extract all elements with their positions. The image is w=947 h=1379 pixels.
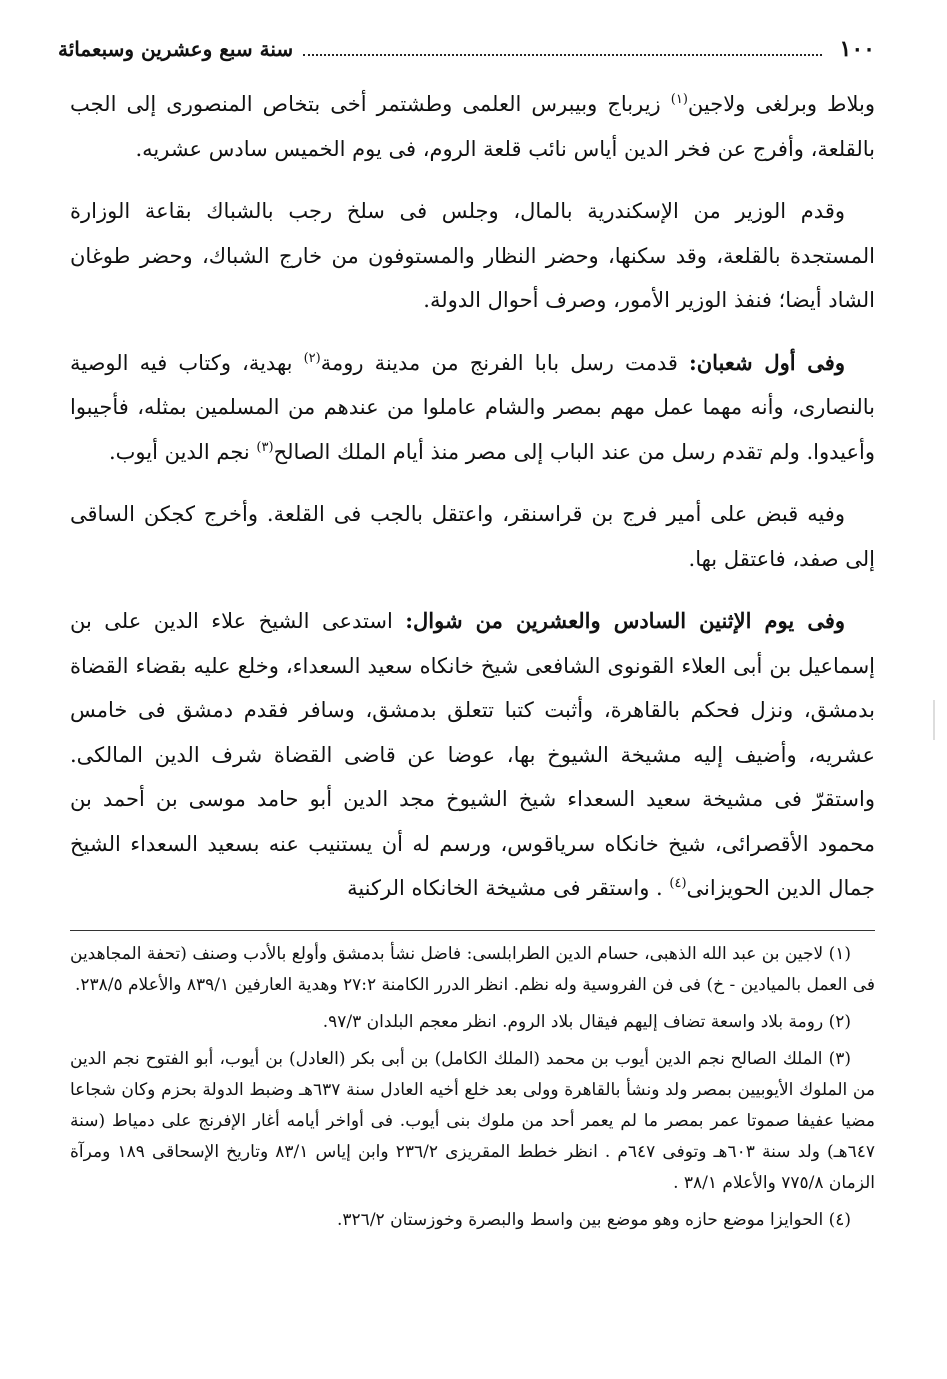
paragraph-text: وبلاط وبرلغى ولاجين [687, 92, 875, 116]
footnote: (١) لاجين بن عبد الله الذهبى، حسام الدين الطرابلسى: فاضل نشأ بدمشق وأولع بالأدب وصنف (تحفة المجاهدين فى العمل بالميادين - خ) فى فن الفروسية وله نظم. انظر الدرر الكامنة ٢٧:٢ وهدية العارفين ٨٣٩/١ والأعلام ٢٣٨/٥. [70, 944, 875, 995]
paragraph-text: وفيه قبض على أمير فرج بن قراسنقر، واعتقل بالجب فى القلعة. وأخرج كجكن الساقى إلى صفد، فاعتقل بها. [70, 502, 875, 571]
paragraph [70, 599, 875, 911]
paragraph [70, 189, 875, 323]
header-leader-dots [303, 42, 821, 56]
footnote: (٣) الملك الصالح نجم الدين أيوب بن محمد (الملك الكامل) بن أبى بكر (العادل) بن أيوب، أبو الفتوح نجم الدين من الملوك الأيوبيين بمصر ولد ونشأ بالقاهرة وولى بعد خلع أخيه العادل سنة ٦٣٧هـ وضبط الدولة بحزم وكان شجاعا مضيا عفيفا صموتا عمر بمصر ما لم يعمر أحد من ملوك بنى أيوب. فى أواخر أيامه أغار الإفرنج على دمياط (سنة ٦٤٧هـ) ولد سنة ٦٠٣هـ وتوفى ٦٤٧م . انظر خطط المقريزى ٢٣٦/٢ وابن إياس ٨٣/١ وتاريخ الإسحاقى ١٨٩ ومرآة الزمان ٧٧٥/٨ والأعلام ٣٨/١ . [70, 1049, 875, 1193]
footnote-ref: (١) [670, 92, 688, 107]
paragraph-lead: وفى يوم الإثنين السادس والعشرين من شوال: [405, 608, 846, 633]
margin-mark [933, 700, 935, 740]
paragraph-text: بهدية، وكتاب فيه الوصية بالنصارى، وأنه مهما عمل مهم بمصر والشام عاملوا من عندهم من المسلمين بمثله، فأجيبوا وأعيدوا. ولم تقدم رسل من عند الباب إلى مصر منذ أيام الملك الصالح [70, 350, 875, 464]
paragraph [70, 492, 875, 581]
footnote-ref: (٣) [256, 439, 274, 455]
paragraph-text: قدمت رسل بابا الفرنج من مدينة رومة [320, 350, 689, 375]
paragraph-text: زيرباج وبيبرس العلمى وطشتمر أخى بتخاص المنصورى إلى الجب بالقلعة، وأفرج عن فخر الدين أياس نائب قلعة الروم، فى يوم الخميس سادس عشريه. [70, 92, 875, 161]
paragraph-text: نجم الدين أيوب. [108, 439, 257, 464]
footnote: (٤) الحوايزا موضع حازه وهو موضع بين واسط والبصرة وخوزستان ٣٢٦/٢. [337, 1210, 851, 1230]
main-text [70, 82, 875, 929]
paragraph-lead: وفى أول شعبان: [688, 349, 845, 375]
paragraph-text: وقدم الوزير من الإسكندرية بالمال، وجلس فى سلخ رجب بالشباك بقاعة الوزارة المستجدة بالقلعة، وقد سكنها، وحضر النظار والمستوفون من خارج الشباك، وحضر طوغان الشاد أيضا؛ فنفذ الوزير الأمور، وصرف أحوال الدولة. [70, 199, 875, 312]
paragraph [70, 341, 875, 475]
running-title: سنة سبع وعشرين وسبعمائة [58, 37, 294, 61]
footnote-ref: (٢) [303, 350, 321, 366]
footnotes [70, 930, 875, 1242]
paragraph-text: . واستقر فى مشيخة الخانكاه الركنية [347, 876, 670, 900]
paragraph-text: استدعى الشيخ علاء الدين على بن إسماعيل بن أبى العلاء القونوى الشافعى شيخ خانكاه سعيد السعداء، وخلع عليه بقضاء القضاة بدمشق، ونزل فحكم بالقاهرة، وأثبت كتبا تتعلق بدمشق، وسافر فقدم دمشق فى خامس عشريه، وأضيف إليه مشيخة الشيوخ بها، عوضا عن قاضى القضاة شرف الدين المالكى. واستقرّ فى مشيخة سعيد السعداء شيخ الشيوخ مجد الدين أبو حامد موسى بن أحمد بن محمود الأقصرائى، شيخ خانكاه سرياقوس، ورسم له أن يستنيب عنه بسعيد السعداء الشيخ جمال الدين الحويزانى [70, 609, 875, 900]
paragraph [70, 82, 875, 171]
footnote: (٢) رومة بلاد واسعة تضاف إليهم فيقال بلاد الروم. انظر معجم البلدان ٩٧/٣. [322, 1012, 851, 1032]
running-header [58, 32, 875, 66]
footnote-ref: (٤) [669, 876, 687, 891]
page-number: ١٠٠ [839, 36, 875, 62]
